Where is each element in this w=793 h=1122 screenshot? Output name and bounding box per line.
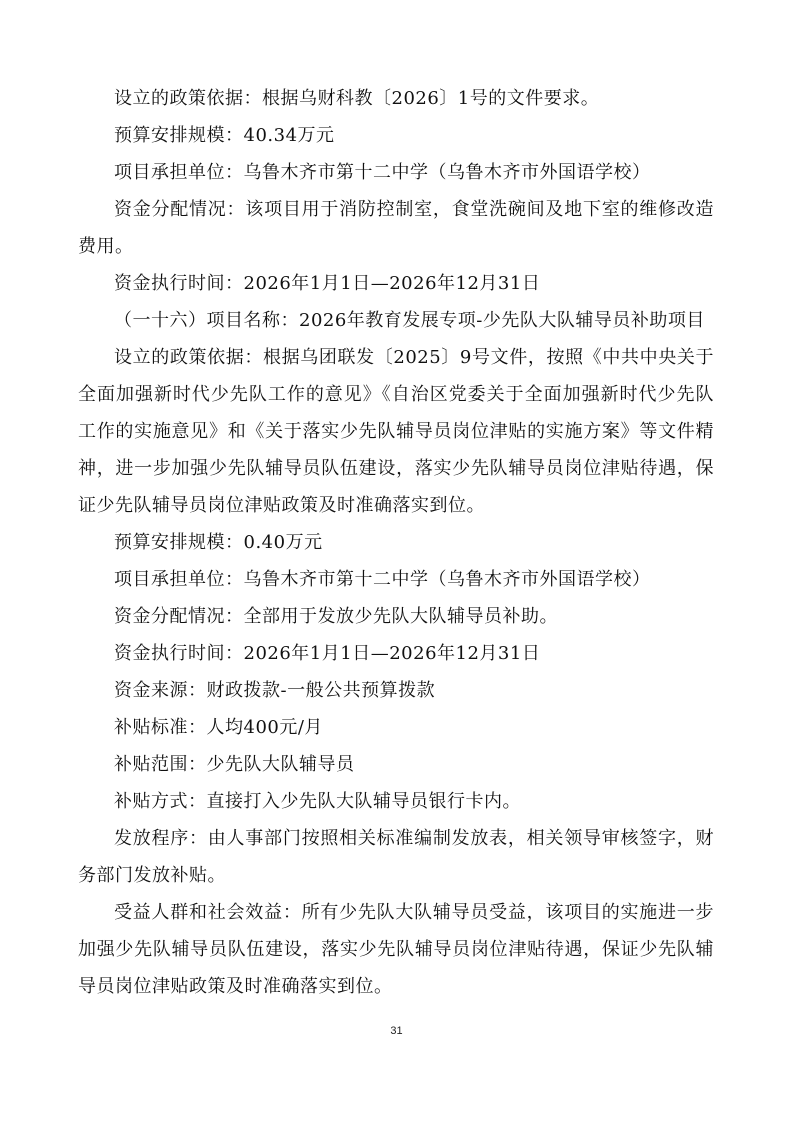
page-number: 31 — [390, 1025, 403, 1037]
budget-scale-paragraph-1: 预算安排规模：40.34万元 — [114, 125, 335, 146]
policy-basis-paragraph-2: 设立的政策依据：根据乌团联发〔2025〕9号文件，按照《中共中央关于全面加强新时代少先队工作的意见》《自治区党委关于全面加强新时代少先队工作的实施意见》和《关于落实少先队辅导员岗位津贴的实施方案》等文件精神，进一步加强少先队辅导员队伍建设，落实少先队辅导员岗位津贴待遇，保证少先队辅导员岗位津贴政策及时准确落实到位。 — [78, 347, 714, 516]
subsidy-method-paragraph: 补贴方式：直接打入少先队大队辅导员银行卡内。 — [114, 791, 521, 812]
policy-basis-paragraph-1: 设立的政策依据：根据乌财科教〔2026〕1号的文件要求。 — [114, 88, 600, 109]
funding-source-paragraph: 资金来源：财政拨款-一般公共预算拨款 — [114, 680, 436, 701]
budget-scale-paragraph-2: 预算安排规模：0.40万元 — [114, 532, 323, 553]
responsible-unit-paragraph-1: 项目承担单位：乌鲁木齐市第十二中学（乌鲁木齐市外国语学校） — [114, 162, 651, 183]
execution-period-paragraph-1: 资金执行时间：2026年1月1日—2026年12月31日 — [114, 273, 541, 294]
responsible-unit-paragraph-2: 项目承担单位：乌鲁木齐市第十二中学（乌鲁木齐市外国语学校） — [114, 569, 651, 590]
subsidy-standard-paragraph: 补贴标准：人均400元/月 — [114, 717, 323, 738]
execution-period-paragraph-2: 资金执行时间：2026年1月1日—2026年12月31日 — [114, 643, 541, 664]
subsidy-scope-paragraph: 补贴范围：少先队大队辅导员 — [114, 754, 355, 775]
project-name-heading: （一十六）项目名称：2026年教育发展专项-少先队大队辅导员补助项目 — [114, 310, 705, 331]
document-body — [78, 80, 714, 1005]
beneficiaries-paragraph: 受益人群和社会效益：所有少先队大队辅导员受益，该项目的实施进一步加强少先队辅导员队伍建设，落实少先队辅导员岗位津贴待遇，保证少先队辅导员岗位津贴政策及时准确落实到位。 — [78, 902, 714, 997]
fund-allocation-paragraph-2: 资金分配情况：全部用于发放少先队大队辅导员补助。 — [114, 606, 558, 627]
fund-allocation-paragraph-1: 资金分配情况：该项目用于消防控制室，食堂洗碗间及地下室的维修改造费用。 — [78, 199, 714, 257]
disbursement-procedure-paragraph: 发放程序：由人事部门按照相关标准编制发放表，相关领导审核签字，财务部门发放补贴。 — [78, 828, 714, 886]
